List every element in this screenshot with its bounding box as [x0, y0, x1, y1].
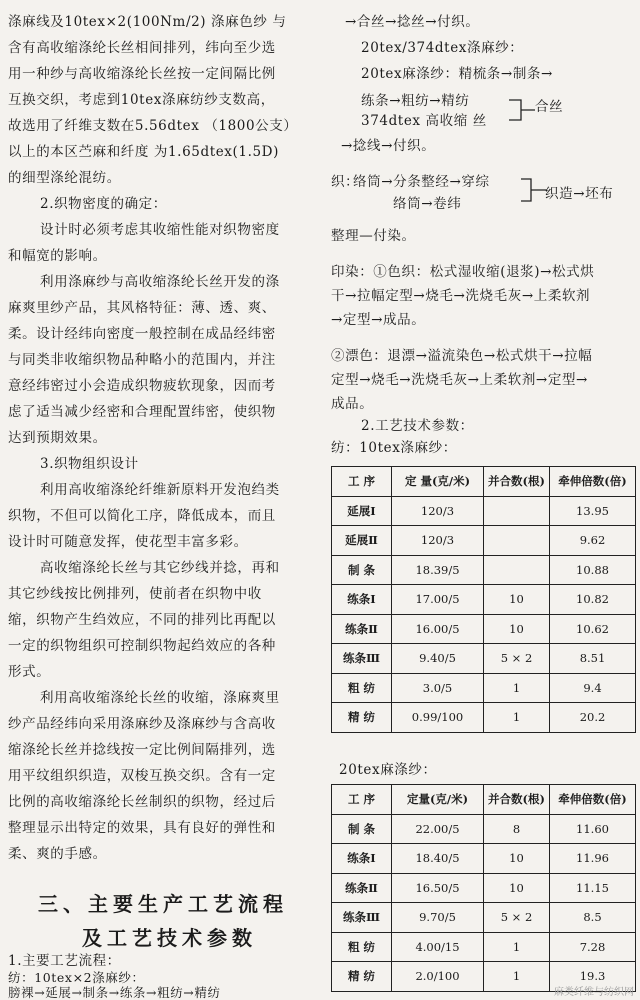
table-cell: 17.00/5 [392, 585, 484, 615]
table-cell: 11.96 [550, 844, 636, 874]
text-line: 用一种纱与高收缩涤纶长丝按一定间隔比例 [8, 66, 276, 82]
text-line: 利用高收缩涤纶长丝的收缩，涤麻爽里 [40, 690, 280, 706]
subheading: 纺：10tex涤麻纱： [331, 440, 457, 456]
table-cell: 粗 纺 [332, 932, 392, 962]
flow-line: 成品。 [331, 396, 374, 412]
text-line: 纱产品经纬向采用涤麻纱及涤麻纱与含高收 [8, 716, 276, 732]
text-line: 高收缩涤纶长丝与其它纱线并捻，再和 [40, 560, 280, 576]
flow-line: 定型→烧毛→洗烧毛灰→上柔软剂→定型→ [331, 372, 588, 388]
text-line: 整理显示出特定的效果，具有良好的弹性和 [8, 820, 276, 836]
flow-line: ②漂色：退漂→溢流染色→松式烘干→拉幅 [331, 348, 593, 364]
flow-line: →捻线→付织。 [341, 138, 436, 154]
table-row [332, 614, 636, 644]
table-cell: 练条Ⅱ [332, 873, 392, 903]
flow-line: 络筒→卷纬 [393, 196, 462, 212]
table-cell: 10 [484, 585, 550, 615]
subheading: 2.工艺技术参数： [361, 418, 474, 434]
table-cell: 9.40/5 [392, 644, 484, 674]
table-cell: 16.00/5 [392, 614, 484, 644]
text-line: 缩涤纶长丝并捻线按一定比例间隔排列，选 [8, 742, 276, 758]
text-line: 利用涤麻纱与高收缩涤纶长丝开发的涤 [40, 274, 280, 290]
text-line: 一定的织物组织可控制织物起绉效应的各种 [8, 638, 276, 654]
text-line: 以上的本区苎麻和纤度 为1.65dtex(1.5D) [8, 144, 279, 160]
table-cell [484, 496, 550, 526]
section-title: 及工艺技术参数 [82, 926, 257, 950]
text-line: 虑了适当减少经密和合理配置纬密，使织物 [8, 404, 276, 420]
table-cell: 延展Ⅱ [332, 526, 392, 556]
table-row [332, 873, 636, 903]
column-header: 工 序 [332, 467, 392, 497]
text-line: 与同类非收缩织物品种略小的范围内，并注 [8, 352, 276, 368]
table-cell: 精 纺 [332, 703, 392, 733]
table-cell: 13.95 [550, 496, 636, 526]
subheading: 2.织物密度的确定： [40, 196, 167, 212]
text-line: 意经纬密过小会造成织物疲软现象，因而考 [8, 378, 276, 394]
text-line: 和幅宽的影响。 [8, 248, 107, 264]
table-cell: 10 [484, 873, 550, 903]
table-cell: 1 [484, 673, 550, 703]
table-cell: 9.4 [550, 673, 636, 703]
table-cell: 4.00/15 [392, 932, 484, 962]
text-line: 涤麻线及10tex×2(100Nm/2) 涤麻色纱 与 [8, 14, 287, 30]
table-cell: 0.99/100 [392, 703, 484, 733]
table-cell [484, 555, 550, 585]
table-cell: 3.0/5 [392, 673, 484, 703]
column-header: 牵伸倍数(倍) [550, 785, 636, 815]
table-cell: 9.70/5 [392, 903, 484, 933]
table-cell: 10.62 [550, 614, 636, 644]
text-line: 膀裸→延展→制条→练条→粗纺→精纺 [8, 985, 221, 1000]
table-row [332, 496, 636, 526]
table-row [332, 703, 636, 733]
watermark: 麻类纤维与纺织网 [554, 987, 634, 998]
text-line: 用平纹组织织造，双梭互换交织。含有一定 [8, 768, 276, 784]
flow-line: →合丝→捻丝→付织。 [345, 14, 480, 30]
flow-line: 20tex/374dtex涤麻纱： [361, 40, 524, 56]
text-line: 其它纱线按比例排列，使前者在织物中收 [8, 586, 262, 602]
text-line: 织物，不但可以简化工序，降低成本，而且 [8, 508, 276, 524]
table-header [332, 785, 636, 815]
text-line: 互换交织，考虑到10tex涤麻纺纱支数高， [8, 92, 275, 108]
table-row [332, 903, 636, 933]
column-header: 定量(克/米) [392, 785, 484, 815]
flow-line: 整理—付染。 [331, 228, 416, 244]
process-table-10tex [331, 466, 636, 733]
table-cell: 20.2 [550, 703, 636, 733]
table-cell: 18.40/5 [392, 844, 484, 874]
column-header: 并合数(根) [484, 467, 550, 497]
table-row [332, 526, 636, 556]
flow-line: 印染：①色织：松式湿收缩(退浆)→松式烘 [331, 264, 595, 280]
table-cell: 练条Ⅰ [332, 844, 392, 874]
table-row [332, 644, 636, 674]
table-cell: 练条Ⅲ [332, 644, 392, 674]
text-line: 麻爽里纱产品，其风格特征：薄、透、爽、 [8, 300, 276, 316]
table-cell: 精 纺 [332, 962, 392, 992]
process-table-20tex [331, 784, 636, 992]
table-row [332, 585, 636, 615]
text-line: 缩，织物产生绉效应，不同的排列比再配以 [8, 612, 276, 628]
table-cell: 制 条 [332, 814, 392, 844]
table-cell [484, 526, 550, 556]
table-cell: 11.60 [550, 814, 636, 844]
table-cell: 120/3 [392, 526, 484, 556]
flow-line: 20tex麻涤纱：精梳条→制条→ [361, 66, 553, 82]
flow-line: 织造→坯布 [545, 186, 614, 202]
column-header: 定 量(克/米) [392, 467, 484, 497]
merge-bracket-icon [507, 96, 537, 126]
subheading: 3.织物组织设计 [40, 456, 139, 472]
flow-line: 络筒→分条整经→穿综 [353, 174, 490, 190]
table-cell: 10 [484, 844, 550, 874]
table-cell: 2.0/100 [392, 962, 484, 992]
table-cell: 粗 纺 [332, 673, 392, 703]
table-cell: 7.28 [550, 932, 636, 962]
section-title: 三、主要生产工艺流程 [38, 892, 288, 916]
flow-line: →定型→成品。 [331, 312, 426, 328]
table-cell: 8.51 [550, 644, 636, 674]
text-line: 设计时必须考虑其收缩性能对织物密度 [40, 222, 280, 238]
table-cell: 19.3 [550, 962, 636, 992]
table-cell: 18.39/5 [392, 555, 484, 585]
text-line: 的细型涤纶混纺。 [8, 170, 121, 186]
text-line: 比例的高收缩涤纶长丝制织的织物，经过后 [8, 794, 276, 810]
flow-line: 练条→粗纺→精纺 [361, 93, 470, 109]
flow-line: 干→拉幅定型→烧毛→洗烧毛灰→上柔软剂 [331, 288, 591, 304]
table-cell: 16.50/5 [392, 873, 484, 903]
text-line: 含有高收缩涤纶长丝相间排列，纬向至少选 [8, 40, 276, 56]
table-cell: 延展Ⅰ [332, 496, 392, 526]
text-line: 柔。设计经纬向密度一般控制在成品经纬密 [8, 326, 276, 342]
table-cell: 练条Ⅲ [332, 903, 392, 933]
table-cell: 10.82 [550, 585, 636, 615]
table-cell: 1 [484, 703, 550, 733]
column-header: 并合数(根) [484, 785, 550, 815]
table-row [332, 555, 636, 585]
table-cell: 5 × 2 [484, 644, 550, 674]
table-cell: 10.88 [550, 555, 636, 585]
text-line: 利用高收缩涤纶纤维新原料开发泡绉类 [40, 482, 280, 498]
table-header [332, 467, 636, 497]
table-cell: 120/3 [392, 496, 484, 526]
table-cell: 制 条 [332, 555, 392, 585]
column-header: 牵伸倍数(倍) [550, 467, 636, 497]
table-cell: 8.5 [550, 903, 636, 933]
table-cell: 10 [484, 614, 550, 644]
table-row [332, 673, 636, 703]
table-row [332, 814, 636, 844]
table-row [332, 932, 636, 962]
table-cell: 9.62 [550, 526, 636, 556]
text-line: 故选用了纤维支数在5.56dtex （1800公支） [8, 118, 298, 134]
subheading: 1.主要工艺流程： [8, 953, 121, 969]
flow-label: 织： [331, 174, 360, 190]
table-cell: 8 [484, 814, 550, 844]
text-line: 柔、爽的手感。 [8, 846, 107, 862]
text-line: 达到预期效果。 [8, 430, 107, 446]
table-cell: 1 [484, 962, 550, 992]
flow-line: 合丝 [535, 99, 564, 115]
text-line: 设计时可随意发挥，使花型丰富多彩。 [8, 534, 248, 550]
table-cell: 22.00/5 [392, 814, 484, 844]
table-cell: 1 [484, 932, 550, 962]
table-cell: 练条Ⅰ [332, 585, 392, 615]
table-cell: 11.15 [550, 873, 636, 903]
column-header: 工 序 [332, 785, 392, 815]
text-line: 纺：10tex×2涤麻纱： [8, 970, 145, 985]
flow-line: 374dtex 高收缩 丝 [361, 113, 487, 129]
table-cell: 5 × 2 [484, 903, 550, 933]
table-caption: 20tex麻涤纱： [339, 762, 437, 778]
table-row [332, 844, 636, 874]
text-line: 形式。 [8, 664, 51, 680]
table-cell: 练条Ⅱ [332, 614, 392, 644]
